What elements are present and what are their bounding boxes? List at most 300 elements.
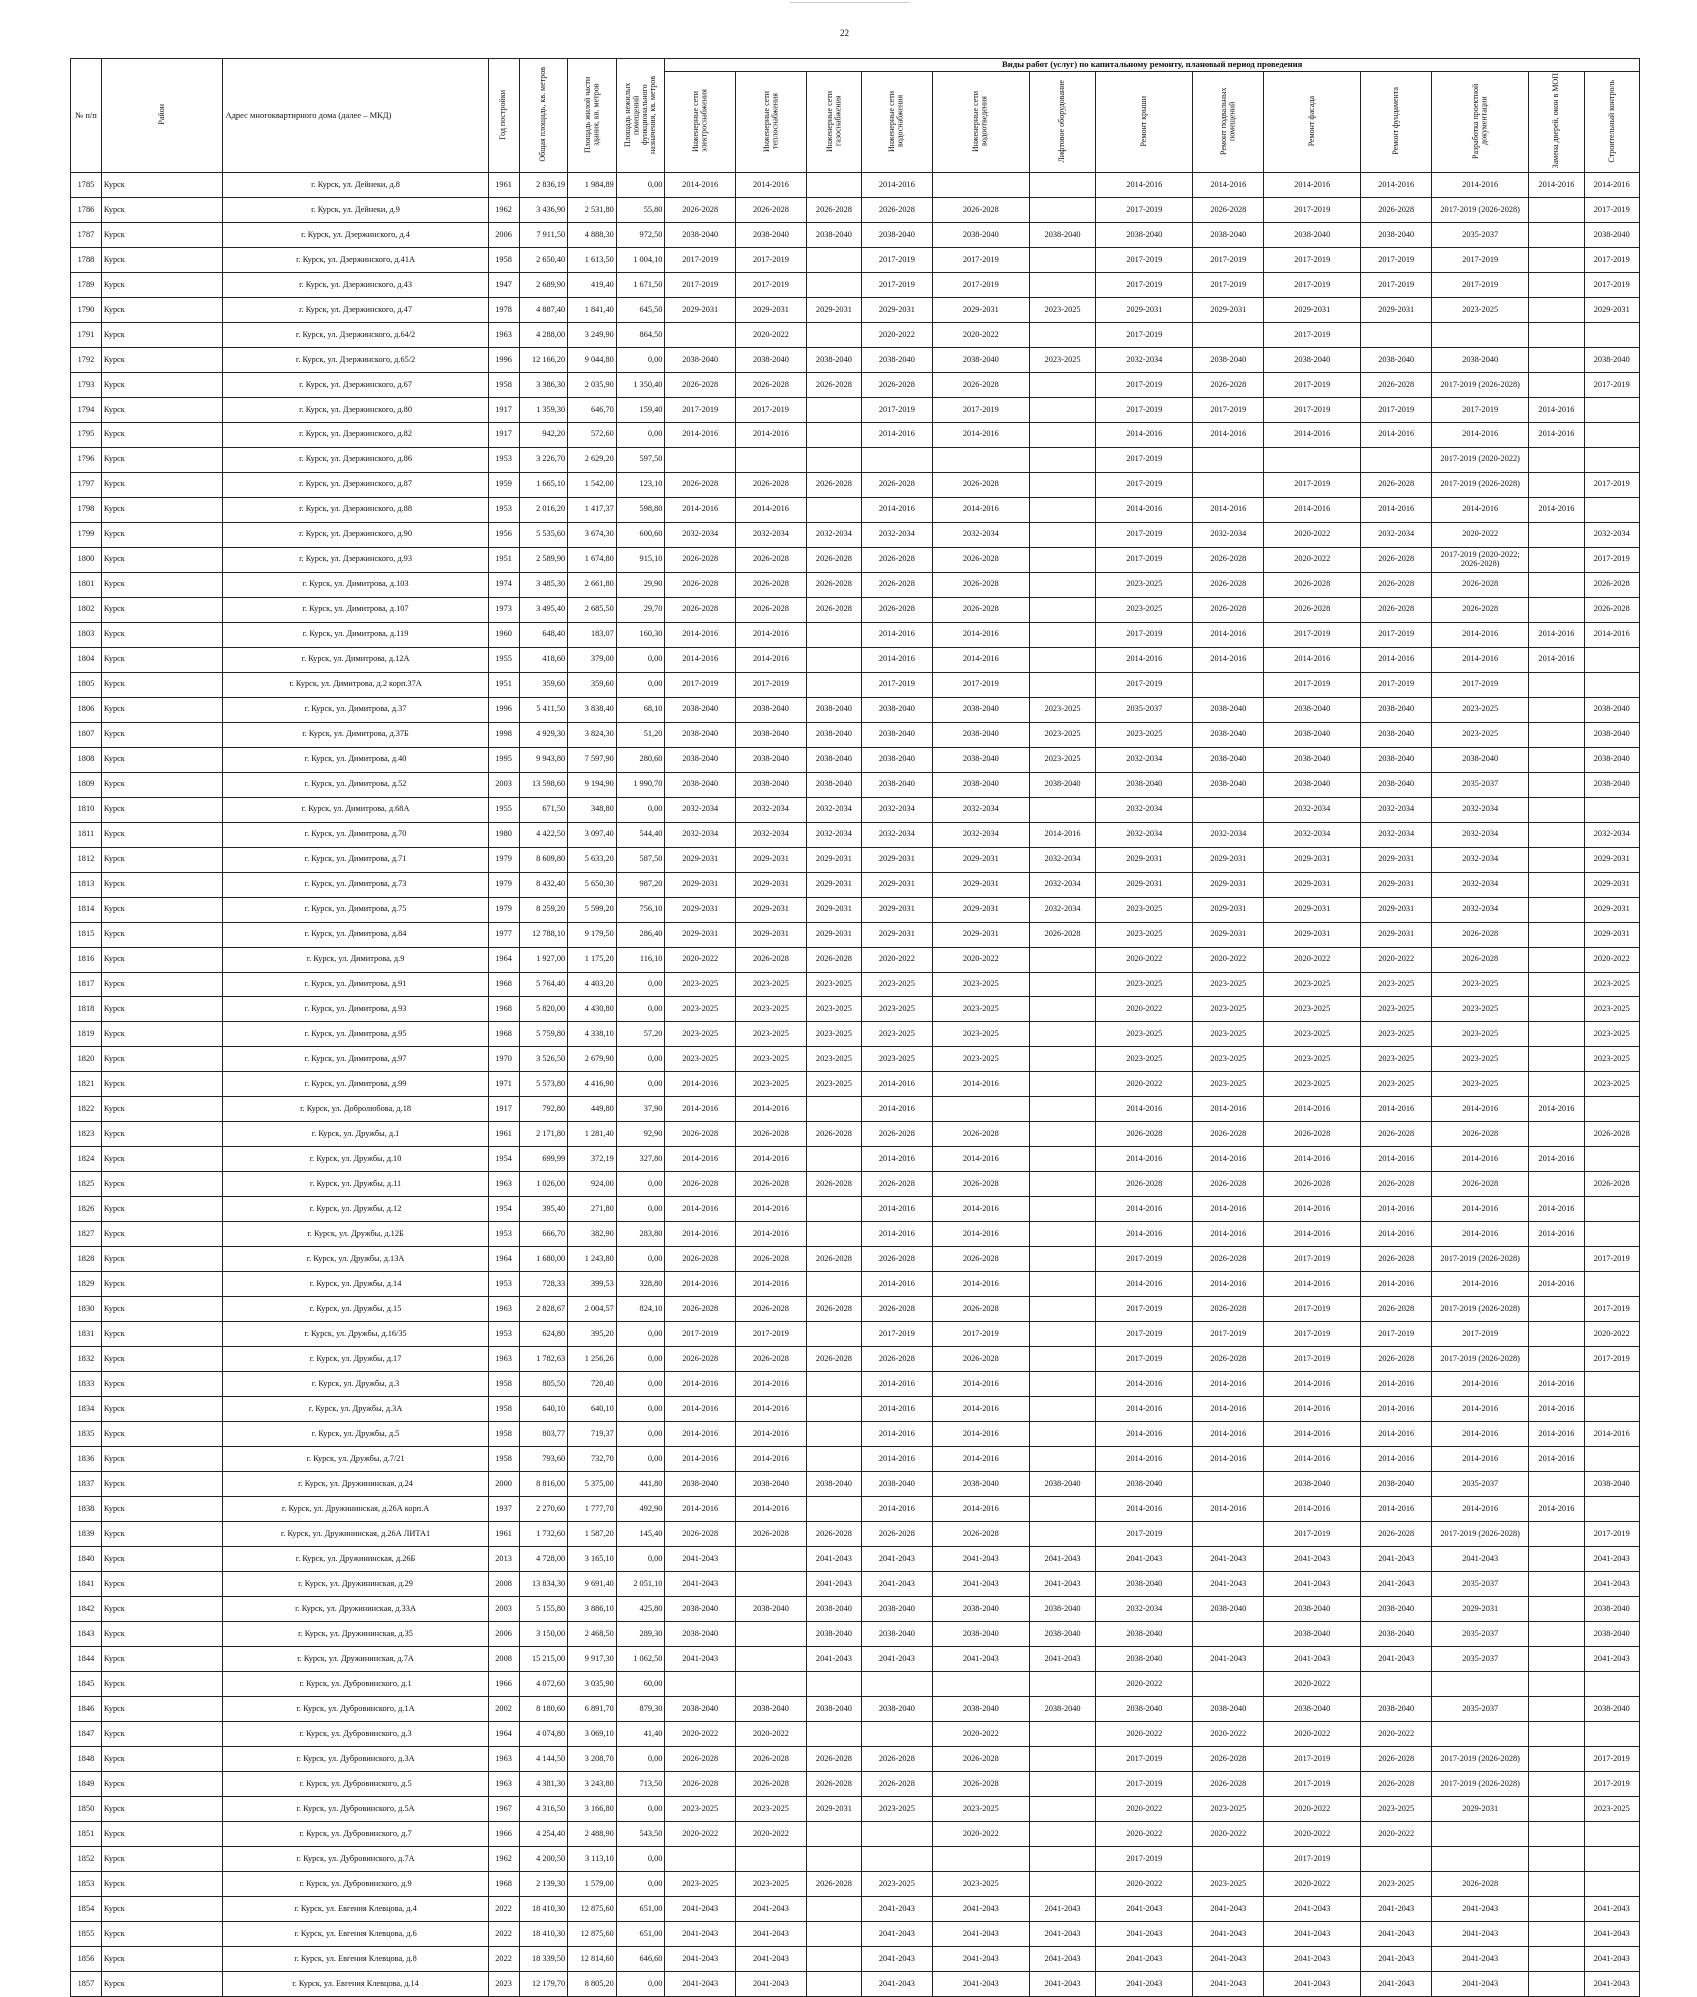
table-cell: 15 215,00 <box>519 1647 568 1672</box>
table-cell: Курск <box>101 547 223 572</box>
table-cell: 2014-2016 <box>932 1197 1029 1222</box>
table-cell: 2014-2016 <box>736 647 807 672</box>
table-cell: 2029-2031 <box>932 847 1029 872</box>
table-cell: 1954 <box>488 1147 519 1172</box>
table-cell: 0,00 <box>616 972 665 997</box>
table-cell <box>1029 472 1095 497</box>
table-cell: г. Курск, ул. Димитрова, д.99 <box>223 1072 488 1097</box>
table-cell: 2026-2028 <box>862 597 933 622</box>
table-cell: 2023-2025 <box>665 1047 736 1072</box>
table-cell: 2038-2040 <box>862 1622 933 1647</box>
table-cell: Курск <box>101 1547 223 1572</box>
table-cell <box>1529 597 1584 622</box>
table-cell: 3 035,90 <box>568 1672 617 1697</box>
table-cell: 2041-2043 <box>1193 1896 1264 1921</box>
table-cell: 3 243,80 <box>568 1772 617 1797</box>
table-cell <box>736 1547 807 1572</box>
table-cell: 2026-2028 <box>862 472 933 497</box>
table-cell: 2026-2028 <box>806 1172 861 1197</box>
table-cell: 2038-2040 <box>806 772 861 797</box>
table-cell <box>1029 1022 1095 1047</box>
table-cell: 1963 <box>488 1297 519 1322</box>
col-num: № п/п <box>71 59 102 173</box>
table-cell: г. Курск, ул. Дружбы, д.5 <box>223 1422 488 1447</box>
table-cell: 2023-2025 <box>932 972 1029 997</box>
table-cell: 2020-2022 <box>1193 1821 1264 1846</box>
table-cell: 2041-2043 <box>1264 1921 1361 1946</box>
table-cell: 2017-2019 <box>1361 672 1432 697</box>
table-cell <box>1584 672 1639 697</box>
table-cell: 0,00 <box>616 1322 665 1347</box>
table-cell: 2 016,20 <box>519 497 568 522</box>
table-cell: 2023-2025 <box>932 997 1029 1022</box>
table-cell: 2026-2028 <box>736 372 807 397</box>
table-row <box>71 672 1640 697</box>
table-cell <box>1529 1946 1584 1971</box>
table-cell <box>1029 447 1095 472</box>
table-cell: 2014-2016 <box>1264 497 1361 522</box>
table-cell: 1953 <box>488 1222 519 1247</box>
table-cell: 425,80 <box>616 1597 665 1622</box>
table-cell: 1835 <box>71 1422 102 1447</box>
table-cell: 1 777,70 <box>568 1497 617 1522</box>
table-row <box>71 1946 1640 1971</box>
table-cell: 2038-2040 <box>1029 1622 1095 1647</box>
table-cell: 2026-2028 <box>1193 597 1264 622</box>
table-cell: 2023-2025 <box>665 1871 736 1896</box>
table-cell: 2041-2043 <box>1361 1971 1432 1996</box>
table-cell: 1 175,20 <box>568 947 617 972</box>
table-cell: 3 249,90 <box>568 322 617 347</box>
table-cell: 2023-2025 <box>1029 347 1095 372</box>
table-cell: 8 180,60 <box>519 1697 568 1722</box>
table-cell <box>1529 572 1584 597</box>
table-cell: 1798 <box>71 497 102 522</box>
table-cell: 2026-2028 <box>1432 1172 1529 1197</box>
table-cell: Курск <box>101 1971 223 1996</box>
table-cell: 12 814,60 <box>568 1946 617 1971</box>
table-cell: 2026-2028 <box>932 1772 1029 1797</box>
table-cell: 2014-2016 <box>665 1397 736 1422</box>
table-cell: 2026-2028 <box>932 1522 1029 1547</box>
table-cell: 1828 <box>71 1247 102 1272</box>
table-cell: 2014-2016 <box>1193 173 1264 198</box>
table-cell: 2032-2034 <box>1193 522 1264 547</box>
table-cell: 2026-2028 <box>806 1871 861 1896</box>
table-cell: 1840 <box>71 1547 102 1572</box>
table-row <box>71 1747 1640 1772</box>
table-cell: 1956 <box>488 522 519 547</box>
table-cell: 2014-2016 <box>932 422 1029 447</box>
table-cell: 2041-2043 <box>806 1647 861 1672</box>
table-cell <box>1529 1672 1584 1697</box>
table-cell: 1953 <box>488 1322 519 1347</box>
table-cell: 2026-2028 <box>1264 1122 1361 1147</box>
table-cell: 2032-2034 <box>932 522 1029 547</box>
col-work-7: Ремонт крыши <box>1096 72 1193 173</box>
table-cell: 2014-2016 <box>1264 1372 1361 1397</box>
table-cell: 2041-2043 <box>862 1971 933 1996</box>
table-cell: 5 599,20 <box>568 897 617 922</box>
table-cell: 2032-2034 <box>1096 1597 1193 1622</box>
table-cell <box>1361 1672 1432 1697</box>
table-cell: 2038-2040 <box>1096 222 1193 247</box>
table-cell: 9 917,30 <box>568 1647 617 1672</box>
table-cell: 2014-2016 <box>1432 1097 1529 1122</box>
table-cell: Курск <box>101 1472 223 1497</box>
table-cell: 2017-2019 <box>1361 397 1432 422</box>
table-cell: 2014-2016 <box>1361 497 1432 522</box>
table-cell: 2041-2043 <box>665 1547 736 1572</box>
table-cell: Курск <box>101 1022 223 1047</box>
table-row <box>71 1497 1640 1522</box>
table-cell <box>862 1722 933 1747</box>
table-cell <box>1029 1497 1095 1522</box>
table-cell: 2023-2025 <box>1193 1022 1264 1047</box>
table-cell <box>736 1647 807 1672</box>
table-cell: 2017-2019 <box>1264 1747 1361 1772</box>
table-cell: 2014-2016 <box>1193 1272 1264 1297</box>
table-cell: Курск <box>101 1047 223 1072</box>
table-cell: 2014-2016 <box>665 1147 736 1172</box>
table-cell: 1802 <box>71 597 102 622</box>
table-cell <box>1529 1347 1584 1372</box>
table-cell <box>1584 1447 1639 1472</box>
table-cell: 1811 <box>71 822 102 847</box>
table-cell: Курск <box>101 1572 223 1597</box>
table-cell: 2023-2025 <box>1193 1072 1264 1097</box>
table-cell: 2017-2019 <box>1584 1247 1639 1272</box>
table-cell: 2038-2040 <box>1584 1697 1639 1722</box>
table-cell: 2038-2040 <box>1029 222 1095 247</box>
table-cell: 1809 <box>71 772 102 797</box>
table-cell: 1821 <box>71 1072 102 1097</box>
table-cell: 942,20 <box>519 422 568 447</box>
table-cell: Курск <box>101 472 223 497</box>
table-cell: г. Курск, ул. Димитрова, д.40 <box>223 747 488 772</box>
table-cell <box>1529 1772 1584 1797</box>
table-cell: 2017-2019 <box>1264 1347 1361 1372</box>
table-cell <box>1029 197 1095 222</box>
table-cell <box>1029 1147 1095 1172</box>
table-cell: 327,80 <box>616 1147 665 1172</box>
table-cell: 2026-2028 <box>862 1772 933 1797</box>
table-cell: 648,40 <box>519 622 568 647</box>
table-cell: 2023-2025 <box>1193 1796 1264 1821</box>
table-cell <box>806 1946 861 1971</box>
table-cell: 0,00 <box>616 1372 665 1397</box>
table-cell: 2041-2043 <box>1361 1572 1432 1597</box>
table-cell: 2038-2040 <box>932 1622 1029 1647</box>
table-cell: 2041-2043 <box>1432 1896 1529 1921</box>
table-cell: 2038-2040 <box>1096 1472 1193 1497</box>
table-cell: г. Курск, ул. Дзержинского, д.86 <box>223 447 488 472</box>
table-cell: 2022 <box>488 1896 519 1921</box>
table-cell: 651,00 <box>616 1896 665 1921</box>
table-cell: 9 943,80 <box>519 747 568 772</box>
table-cell: 1852 <box>71 1846 102 1871</box>
table-cell: г. Курск, ул. Дружбы, д.17 <box>223 1347 488 1372</box>
table-cell: 2023-2025 <box>1432 1047 1529 1072</box>
table-cell: 2032-2034 <box>806 797 861 822</box>
table-cell: 2014-2016 <box>1193 1097 1264 1122</box>
table-cell <box>806 1497 861 1522</box>
table-cell: 864,50 <box>616 322 665 347</box>
table-cell: 2014-2016 <box>1361 647 1432 672</box>
table-cell: 2003 <box>488 772 519 797</box>
table-row <box>71 1971 1640 1996</box>
table-cell: 2020-2022 <box>1264 1796 1361 1821</box>
table-cell: 328,80 <box>616 1272 665 1297</box>
table-cell: 3 838,40 <box>568 697 617 722</box>
table-cell: 1 004,10 <box>616 247 665 272</box>
table-cell <box>1529 272 1584 297</box>
table-cell: Курск <box>101 1871 223 1896</box>
table-cell: 1824 <box>71 1147 102 1172</box>
table-cell: 1 990,70 <box>616 772 665 797</box>
table-cell: 2038-2040 <box>1361 1597 1432 1622</box>
table-cell: 2014-2016 <box>1529 1147 1584 1172</box>
table-cell <box>1193 1622 1264 1647</box>
table-cell: 2038-2040 <box>736 1597 807 1622</box>
table-cell <box>1529 847 1584 872</box>
table-cell: 2017-2019 <box>665 672 736 697</box>
table-cell: 2041-2043 <box>806 1547 861 1572</box>
table-cell: 1816 <box>71 947 102 972</box>
table-cell: 57,20 <box>616 1022 665 1047</box>
table-cell: 2032-2034 <box>1432 872 1529 897</box>
table-cell: 1917 <box>488 397 519 422</box>
table-cell: 2023-2025 <box>1361 1047 1432 1072</box>
table-cell: 2017-2019 <box>862 672 933 697</box>
table-cell: 2023-2025 <box>1361 1022 1432 1047</box>
table-cell: 4 288,00 <box>519 322 568 347</box>
table-cell: 2 004,57 <box>568 1297 617 1322</box>
table-cell: 2029-2031 <box>1193 872 1264 897</box>
table-cell <box>1029 597 1095 622</box>
table-cell: 2026-2028 <box>932 1747 1029 1772</box>
table-cell: 2038-2040 <box>1193 722 1264 747</box>
table-cell: 2017-2019 <box>1096 197 1193 222</box>
table-cell: 2026-2028 <box>665 197 736 222</box>
table-cell: 2014-2016 <box>932 1397 1029 1422</box>
table-cell: 2026-2028 <box>1432 572 1529 597</box>
table-cell: 2020-2022 <box>1193 1722 1264 1747</box>
table-row <box>71 772 1640 797</box>
table-cell <box>1029 1522 1095 1547</box>
table-cell: 1963 <box>488 1772 519 1797</box>
table-cell: Курск <box>101 997 223 1022</box>
table-cell: Курск <box>101 972 223 997</box>
table-cell: 2017-2019 <box>1361 272 1432 297</box>
table-cell: 2029-2031 <box>1432 1796 1529 1821</box>
table-cell: 12 788,10 <box>519 922 568 947</box>
table-row <box>71 372 1640 397</box>
table-cell <box>1432 1821 1529 1846</box>
table-cell: 2032-2034 <box>862 522 933 547</box>
table-cell: 2026-2028 <box>736 947 807 972</box>
table-cell <box>806 1971 861 1996</box>
table-cell: 2029-2031 <box>932 297 1029 322</box>
table-cell <box>1029 1422 1095 1447</box>
table-row <box>71 397 1640 422</box>
table-cell: 2029-2031 <box>862 922 933 947</box>
table-cell: 2029-2031 <box>1264 872 1361 897</box>
table-cell: 9 179,50 <box>568 922 617 947</box>
table-cell: 2014-2016 <box>932 1447 1029 1472</box>
table-cell <box>806 322 861 347</box>
table-cell: 2026-2028 <box>806 1297 861 1322</box>
table-cell: 5 155,80 <box>519 1597 568 1622</box>
table-cell: 2017-2019 <box>736 397 807 422</box>
table-cell: 2026-2028 <box>736 1172 807 1197</box>
table-cell: 2038-2040 <box>862 347 933 372</box>
table-cell: 2 589,90 <box>519 547 568 572</box>
table-cell <box>1529 1921 1584 1946</box>
table-cell: г. Курск, ул. Димитрова, д.70 <box>223 822 488 847</box>
table-cell: г. Курск, ул. Дубровинского, д.3А <box>223 1747 488 1772</box>
table-row <box>71 747 1640 772</box>
table-cell: 2023-2025 <box>1096 972 1193 997</box>
table-cell: 2017-2019 <box>1096 1846 1193 1871</box>
table-cell: 2041-2043 <box>1361 1647 1432 1672</box>
table-cell: 2026-2028 <box>1584 572 1639 597</box>
table-cell: 92,90 <box>616 1122 665 1147</box>
table-cell: 640,10 <box>519 1397 568 1422</box>
table-cell: 3 386,30 <box>519 372 568 397</box>
table-cell: 2014-2016 <box>665 1497 736 1522</box>
table-cell: 2032-2034 <box>1096 822 1193 847</box>
table-cell: 1834 <box>71 1397 102 1422</box>
table-cell: 651,00 <box>616 1921 665 1946</box>
table-cell: 2032-2034 <box>806 522 861 547</box>
table-cell: 2023-2025 <box>1361 1072 1432 1097</box>
table-cell: 1799 <box>71 522 102 547</box>
table-cell: 2032-2034 <box>1584 822 1639 847</box>
table-cell: 1947 <box>488 272 519 297</box>
table-cell: 2038-2040 <box>806 1472 861 1497</box>
table-cell: 116,10 <box>616 947 665 972</box>
table-cell: 2026-2028 <box>1029 922 1095 947</box>
table-cell: 4 430,80 <box>568 997 617 1022</box>
table-cell: 1814 <box>71 897 102 922</box>
table-cell: 2014-2016 <box>862 1147 933 1172</box>
table-cell: 4 074,80 <box>519 1722 568 1747</box>
table-cell: г. Курск, ул. Дзержинского, д.64/2 <box>223 322 488 347</box>
table-cell <box>736 1622 807 1647</box>
table-cell: 2017-2019 <box>1264 1522 1361 1547</box>
table-cell <box>1193 322 1264 347</box>
table-cell: 2023-2025 <box>1432 722 1529 747</box>
table-cell: 2038-2040 <box>1193 1597 1264 1622</box>
table-row <box>71 1247 1640 1272</box>
table-cell: 2014-2016 <box>1432 1197 1529 1222</box>
table-cell: 2017-2019 <box>1432 397 1529 422</box>
table-cell: 2023-2025 <box>1264 1022 1361 1047</box>
table-cell: 2014-2016 <box>1361 1147 1432 1172</box>
table-cell: 2014-2016 <box>665 647 736 672</box>
table-cell: Курск <box>101 173 223 198</box>
table-cell: Курск <box>101 1222 223 1247</box>
table-cell: 2017-2019 <box>665 272 736 297</box>
table-cell: 1968 <box>488 997 519 1022</box>
table-cell: 0,00 <box>616 422 665 447</box>
table-cell: 2017-2019 <box>1096 1747 1193 1772</box>
table-row <box>71 1896 1640 1921</box>
table-cell: 2026-2028 <box>1361 1772 1432 1797</box>
table-cell: 1841 <box>71 1572 102 1597</box>
table-cell: 2026-2028 <box>932 1297 1029 1322</box>
table-cell: 2014-2016 <box>932 1072 1029 1097</box>
table-cell: 2023-2025 <box>1584 1022 1639 1047</box>
table-row <box>71 947 1640 972</box>
table-cell: 2020-2022 <box>1361 1722 1432 1747</box>
table-cell: 1974 <box>488 572 519 597</box>
table-cell: 2014-2016 <box>862 497 933 522</box>
table-cell: 2023-2025 <box>932 1796 1029 1821</box>
table-cell <box>1529 822 1584 847</box>
table-cell: 2014-2016 <box>1096 1372 1193 1397</box>
table-cell: 2035-2037 <box>1432 1697 1529 1722</box>
table-cell: 2038-2040 <box>1361 222 1432 247</box>
table-row <box>71 1547 1640 1572</box>
table-cell: 2023-2025 <box>665 1796 736 1821</box>
table-cell <box>1529 697 1584 722</box>
table-cell: 2026-2028 <box>1193 1122 1264 1147</box>
table-cell: г. Курск, ул. Дубровинского, д.7 <box>223 1821 488 1846</box>
table-cell: 3 097,40 <box>568 822 617 847</box>
table-cell: 2017-2019 (2026-2028) <box>1432 1522 1529 1547</box>
table-cell: 2038-2040 <box>665 347 736 372</box>
table-cell: 2023-2025 <box>1096 1022 1193 1047</box>
table-cell: 2041-2043 <box>665 1946 736 1971</box>
table-cell <box>1432 322 1529 347</box>
table-cell: 2026-2028 <box>1432 597 1529 622</box>
table-cell: 2041-2043 <box>736 1971 807 1996</box>
table-cell: 2026-2028 <box>1361 597 1432 622</box>
table-row <box>71 497 1640 522</box>
table-cell: 2026-2028 <box>665 1122 736 1147</box>
table-cell: Курск <box>101 722 223 747</box>
table-cell: Курск <box>101 947 223 972</box>
table-cell: 2014-2016 <box>665 1197 736 1222</box>
table-cell: 2029-2031 <box>1096 872 1193 897</box>
table-cell: 2038-2040 <box>806 697 861 722</box>
table-cell: 2023-2025 <box>665 997 736 1022</box>
table-cell: 5 650,30 <box>568 872 617 897</box>
table-cell: 2026-2028 <box>1193 572 1264 597</box>
table-cell: 2038-2040 <box>932 1597 1029 1622</box>
table-cell: 2014-2016 <box>1432 1497 1529 1522</box>
table-cell: 4 728,00 <box>519 1547 568 1572</box>
table-cell: 2038-2040 <box>806 1622 861 1647</box>
table-cell: 1979 <box>488 872 519 897</box>
table-cell: 1805 <box>71 672 102 697</box>
table-cell: 2041-2043 <box>1432 1946 1529 1971</box>
table-cell: 2014-2016 <box>1264 422 1361 447</box>
table-cell: 51,20 <box>616 722 665 747</box>
table-cell: 1963 <box>488 322 519 347</box>
table-cell: 1 062,50 <box>616 1647 665 1672</box>
table-cell: 2014-2016 <box>1529 1372 1584 1397</box>
table-cell: 2035-2037 <box>1432 1622 1529 1647</box>
table-cell: 2017-2019 <box>932 672 1029 697</box>
table-cell: 9 044,80 <box>568 347 617 372</box>
table-cell: 1955 <box>488 647 519 672</box>
works-group-header: Виды работ (услуг) по капитальному ремонту, плановый период проведения <box>665 59 1640 72</box>
table-cell: Курск <box>101 672 223 697</box>
table-cell: 2017-2019 (2026-2028) <box>1432 1347 1529 1372</box>
